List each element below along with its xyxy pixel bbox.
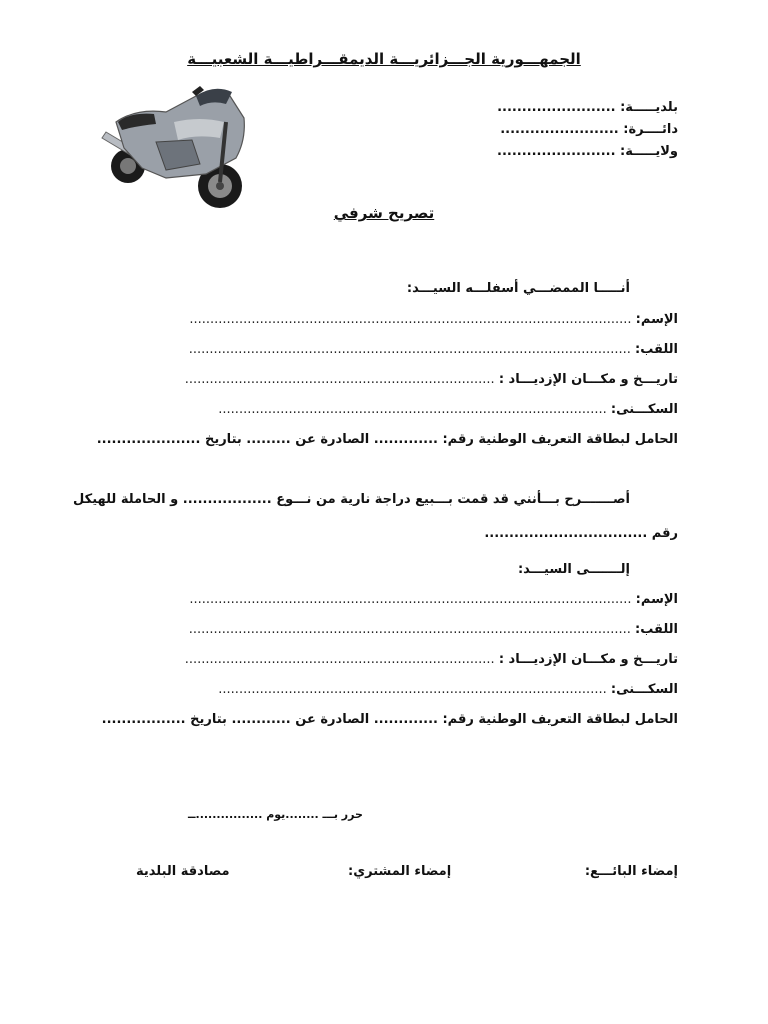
municipality-field: بلديـــــة: ........................ bbox=[497, 100, 678, 115]
buyer-surname-dots: ........................................................................................................... bbox=[188, 622, 631, 637]
buyer-birth-dots: ........................................................................... bbox=[184, 652, 495, 667]
seller-name-dots: ........................................................................................................... bbox=[189, 312, 632, 327]
seller-address-line bbox=[88, 402, 678, 417]
seller-birth-label: تاريـــخ و مكـــان الإزديـــاد : bbox=[498, 372, 678, 387]
buyer-birth-label: تاريـــخ و مكـــان الإزديـــاد : bbox=[498, 652, 678, 667]
buyer-surname-line bbox=[88, 622, 678, 637]
buyer-address-line bbox=[88, 682, 678, 697]
seller-surname-label: اللقب: bbox=[635, 342, 678, 357]
intro-text: أنـــــا الممضـــي أسفلـــه السيـــد: bbox=[406, 281, 630, 296]
seller-surname-line bbox=[88, 342, 678, 357]
seller-birth-dots: ........................................................................... bbox=[184, 372, 495, 387]
document-title: تصريح شرفي bbox=[333, 204, 435, 222]
seller-id-card-line: الحامل لبطاقة التعريف الوطنية رقم: ............. الصادرة عن ......... بتاريخ ..................... bbox=[96, 432, 678, 447]
seller-address-label: السكـــنى: bbox=[610, 402, 678, 417]
seller-birth-line bbox=[88, 372, 678, 387]
written-at-line: حرر بـــ ........يوم ................ــ bbox=[188, 808, 363, 821]
seller-name-line bbox=[88, 312, 678, 327]
buyer-surname-label: اللقب: bbox=[635, 622, 678, 637]
buyer-name-dots: ........................................................................................................... bbox=[189, 592, 632, 607]
seller-address-dots: .............................................................................................. bbox=[218, 402, 607, 417]
declaration-line-1: أصـــــــرح بـــأنني قد قمت بـــبيع دراجة نارية من نـــوع .................. و الحاملة للهيكل bbox=[73, 492, 630, 507]
province-field: ولايـــــة: ........................ bbox=[497, 144, 678, 159]
buyer-address-dots: .............................................................................................. bbox=[218, 682, 607, 697]
motorcycle-image bbox=[96, 82, 252, 210]
seller-surname-dots: ........................................................................................................... bbox=[188, 342, 631, 357]
seller-signature-label: إمضاء البائـــع: bbox=[584, 864, 678, 879]
header-title: الجمهـــورية الجـــزائريـــة الديمقـــراطيـــة الشعبيـــة bbox=[187, 50, 581, 68]
to-label: إلـــــــى السيـــد: bbox=[517, 562, 630, 577]
buyer-birth-line bbox=[88, 652, 678, 667]
district-field: دائــــرة: ........................ bbox=[500, 122, 678, 137]
buyer-name-label: الإسم: bbox=[635, 592, 678, 607]
municipality-certification-label: مصادقة البلدية bbox=[136, 864, 230, 879]
buyer-signature-label: إمضاء المشتري: bbox=[348, 864, 452, 879]
buyer-address-label: السكـــنى: bbox=[610, 682, 678, 697]
declaration-line-2: رقم ................................. bbox=[484, 526, 678, 541]
buyer-name-line bbox=[88, 592, 678, 607]
buyer-id-card-line: الحامل لبطاقة التعريف الوطنية رقم: ............. الصادرة عن ............ بتاريخ ................. bbox=[101, 712, 678, 727]
seller-name-label: الإسم: bbox=[635, 312, 678, 327]
